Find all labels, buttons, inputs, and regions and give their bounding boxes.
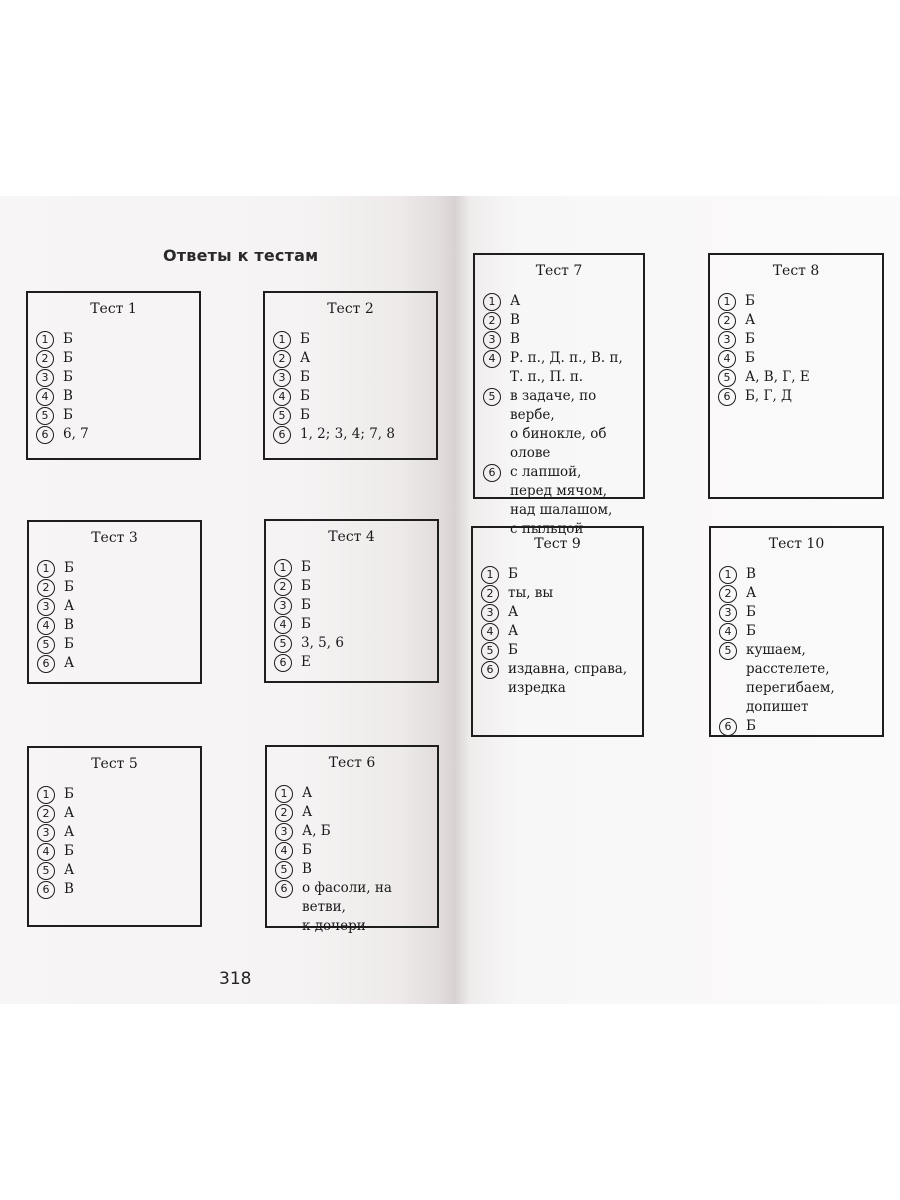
test-8-box [708, 253, 884, 499]
answer-row [275, 879, 435, 936]
answer-number-circle: 5 [274, 635, 292, 653]
answer-number-circle: 6 [37, 881, 55, 899]
answer-text: Б [301, 578, 311, 594]
answer-text: Б [64, 843, 74, 859]
answer-row [275, 860, 435, 879]
answer-list [483, 292, 641, 539]
answer-row [37, 861, 198, 880]
answer-list [37, 785, 198, 899]
test-title: Тест 9 [534, 536, 581, 552]
answer-number-circle: 5 [273, 407, 291, 425]
answer-number-circle: 3 [275, 823, 293, 841]
answer-number-circle: 2 [275, 804, 293, 822]
answer-number-circle: 4 [275, 842, 293, 860]
answer-text: Б [300, 388, 310, 404]
answer-text: Б [300, 369, 310, 385]
answer-number-circle: 2 [481, 585, 499, 603]
answer-list [719, 565, 880, 736]
answer-text: Б [301, 597, 311, 613]
answer-row [37, 559, 198, 578]
answer-number-circle: 4 [274, 616, 292, 634]
answer-number-circle: 6 [719, 718, 737, 736]
answer-text: А [64, 824, 75, 840]
test-3-box [27, 520, 202, 684]
answer-row [481, 584, 640, 603]
test-title: Тест 2 [327, 301, 374, 317]
answer-row [37, 785, 198, 804]
answer-number-circle: 6 [273, 426, 291, 444]
answer-text: Б [745, 331, 755, 347]
answer-row [719, 717, 880, 736]
answer-number-circle: 5 [719, 642, 737, 660]
answer-row [275, 803, 435, 822]
answer-row [37, 635, 198, 654]
answer-number-circle: 6 [37, 655, 55, 673]
answer-row [719, 565, 880, 584]
answer-row [718, 368, 880, 387]
answer-number-circle: 3 [483, 331, 501, 349]
answer-row [275, 784, 435, 803]
answer-number-circle: 4 [483, 350, 501, 368]
answer-number-circle: 4 [719, 623, 737, 641]
answer-number-circle: 2 [37, 805, 55, 823]
answer-text: В [63, 388, 73, 404]
answer-text: Е [301, 654, 311, 670]
answer-text: А, В, Г, Е [745, 369, 810, 385]
test-title: Тест 7 [535, 263, 583, 279]
answer-number-circle: 3 [274, 597, 292, 615]
test-6-box [265, 745, 439, 934]
answer-row [719, 603, 880, 622]
answer-list [37, 559, 198, 673]
test-title: Тест 3 [91, 530, 138, 546]
answer-text: 3, 5, 6 [301, 635, 344, 651]
answer-row [481, 622, 640, 641]
answer-text: А [508, 604, 519, 620]
answer-row [719, 641, 880, 717]
answer-number-circle: 2 [719, 585, 737, 603]
answer-number-circle: 3 [36, 369, 54, 387]
answer-row [36, 368, 197, 387]
answer-number-circle: 3 [481, 604, 499, 622]
answer-text: В [510, 331, 520, 347]
answer-text: А [508, 623, 519, 639]
answer-number-circle: 3 [37, 824, 55, 842]
answer-text: Б [63, 331, 73, 347]
answer-text: Б [64, 560, 74, 576]
answer-row [273, 425, 434, 444]
answer-number-circle: 6 [36, 426, 54, 444]
answer-row [273, 349, 434, 368]
answer-text: А [300, 350, 311, 366]
answer-row [274, 653, 435, 672]
test-title: Тест 5 [91, 756, 138, 772]
answer-row [36, 330, 197, 349]
answer-list [718, 292, 880, 406]
answer-list [274, 558, 435, 672]
answer-row [718, 330, 880, 349]
answer-number-circle: 1 [718, 293, 736, 311]
test-title: Тест 4 [328, 529, 375, 545]
answer-row [273, 368, 434, 387]
page-title: Ответы к тестам [163, 246, 319, 265]
answer-text: Б [508, 642, 518, 658]
answer-number-circle: 6 [718, 388, 736, 406]
answer-text: Б [64, 786, 74, 802]
answer-list [273, 330, 434, 444]
answer-row [483, 292, 641, 311]
answer-row [37, 842, 198, 861]
answer-row [718, 349, 880, 368]
answer-number-circle: 6 [483, 464, 501, 482]
answer-text: В [302, 861, 312, 877]
answer-row [718, 387, 880, 406]
answer-text: А [64, 805, 75, 821]
answer-number-circle: 4 [481, 623, 499, 641]
answer-number-circle: 1 [273, 331, 291, 349]
answer-number-circle: 3 [719, 604, 737, 622]
answer-text: Б [64, 579, 74, 595]
answer-number-circle: 1 [37, 560, 55, 578]
answer-text: А [302, 785, 313, 801]
answer-text: А, Б [302, 823, 331, 839]
answer-row [36, 425, 197, 444]
answer-text: В [746, 566, 756, 582]
answer-number-circle: 4 [273, 388, 291, 406]
answer-text: Б [301, 559, 311, 575]
answer-number-circle: 3 [273, 369, 291, 387]
answer-row [483, 349, 641, 387]
answer-number-circle: 2 [37, 579, 55, 597]
answer-text: 6, 7 [63, 426, 89, 442]
answer-number-circle: 5 [481, 642, 499, 660]
answer-row [274, 577, 435, 596]
answer-text: В [64, 881, 74, 897]
answer-text: А [64, 655, 75, 671]
answer-text: издавна, справа, изредка [508, 661, 628, 696]
answer-row [481, 603, 640, 622]
answer-text: А [510, 293, 521, 309]
answer-row [274, 558, 435, 577]
answer-number-circle: 1 [275, 785, 293, 803]
answer-number-circle: 2 [718, 312, 736, 330]
answer-text: о фасоли, на ветви, к дочери [302, 880, 392, 934]
answer-row [273, 387, 434, 406]
answer-row [274, 615, 435, 634]
answer-row [37, 654, 198, 673]
answer-number-circle: 2 [36, 350, 54, 368]
answer-number-circle: 2 [483, 312, 501, 330]
answer-row [273, 406, 434, 425]
test-title: Тест 1 [90, 301, 137, 317]
answer-text: Б [746, 604, 756, 620]
test-title: Тест 6 [328, 755, 376, 771]
answer-list [36, 330, 197, 444]
answer-row [37, 804, 198, 823]
answer-text: 1, 2; 3, 4; 7, 8 [300, 426, 395, 442]
answer-number-circle: 5 [37, 862, 55, 880]
test-title: Тест 8 [772, 263, 820, 279]
answer-number-circle: 6 [274, 654, 292, 672]
answer-row [37, 823, 198, 842]
answer-list [275, 784, 435, 936]
answer-number-circle: 1 [719, 566, 737, 584]
answer-number-circle: 1 [37, 786, 55, 804]
test-title: Тест 10 [768, 536, 825, 552]
answer-list [481, 565, 640, 698]
answer-row [719, 622, 880, 641]
answer-number-circle: 4 [36, 388, 54, 406]
answer-row [36, 406, 197, 425]
answer-text: Б [63, 350, 73, 366]
answer-text: Б [302, 842, 312, 858]
answer-row [274, 634, 435, 653]
answer-number-circle: 2 [274, 578, 292, 596]
answer-number-circle: 4 [37, 617, 55, 635]
answer-number-circle: 1 [36, 331, 54, 349]
answer-row [37, 578, 198, 597]
answer-row [36, 387, 197, 406]
answer-row [719, 584, 880, 603]
answer-number-circle: 4 [37, 843, 55, 861]
test-9-box [471, 526, 644, 737]
answer-number-circle: 6 [481, 661, 499, 679]
test-5-box [27, 746, 202, 927]
answer-number-circle: 1 [274, 559, 292, 577]
answer-text: А [745, 312, 756, 328]
answer-row [718, 292, 880, 311]
answer-number-circle: 5 [275, 861, 293, 879]
answer-number-circle: 5 [36, 407, 54, 425]
answer-text: Б, Г, Д [745, 388, 792, 404]
answer-text: Б [746, 718, 756, 734]
answer-number-circle: 6 [275, 880, 293, 898]
page-number: 318 [219, 969, 252, 989]
answer-row [275, 841, 435, 860]
answer-row [481, 641, 640, 660]
answer-row [275, 822, 435, 841]
answer-row [37, 597, 198, 616]
answer-text: А [746, 585, 757, 601]
test-2-box [263, 291, 438, 460]
answer-text: Б [301, 616, 311, 632]
answer-text: Б [746, 623, 756, 639]
answer-number-circle: 5 [483, 388, 501, 406]
answer-row [274, 596, 435, 615]
answer-text: Б [300, 331, 310, 347]
answer-text: А [64, 862, 75, 878]
answer-text: В [510, 312, 520, 328]
answer-row [481, 660, 640, 698]
test-10-box [709, 526, 884, 737]
answer-text: в задаче, по вербе, о бинокле, об олове [510, 388, 607, 461]
answer-number-circle: 4 [718, 350, 736, 368]
answer-text: с лапшой, перед мячом, над шалашом, с пыльцой [510, 464, 613, 537]
answer-number-circle: 3 [718, 331, 736, 349]
answer-number-circle: 2 [273, 350, 291, 368]
test-4-box [264, 519, 439, 683]
answer-row [36, 349, 197, 368]
answer-number-circle: 5 [718, 369, 736, 387]
answer-number-circle: 1 [481, 566, 499, 584]
answer-text: кушаем, расстелете, перегибаем, допишет [746, 642, 835, 715]
answer-number-circle: 1 [483, 293, 501, 311]
answer-row [37, 880, 198, 899]
answer-text: Б [745, 350, 755, 366]
answer-row [483, 311, 641, 330]
answer-row [718, 311, 880, 330]
answer-text: А [302, 804, 313, 820]
answer-text: ты, вы [508, 585, 554, 601]
answer-row [481, 565, 640, 584]
answer-text: Б [745, 293, 755, 309]
answer-row [37, 616, 198, 635]
answer-text: В [64, 617, 74, 633]
answer-row [483, 330, 641, 349]
test-7-box [473, 253, 645, 537]
answer-number-circle: 5 [37, 636, 55, 654]
answer-text: Б [64, 636, 74, 652]
answer-text: Б [63, 407, 73, 423]
answer-row [483, 387, 641, 463]
answer-text: Б [63, 369, 73, 385]
answer-text: Б [508, 566, 518, 582]
answer-text: Р. п., Д. п., В. п, Т. п., П. п. [510, 350, 623, 385]
answer-row [273, 330, 434, 349]
test-1-box [26, 291, 201, 460]
answer-number-circle: 3 [37, 598, 55, 616]
answer-text: Б [300, 407, 310, 423]
answer-text: А [64, 598, 75, 614]
